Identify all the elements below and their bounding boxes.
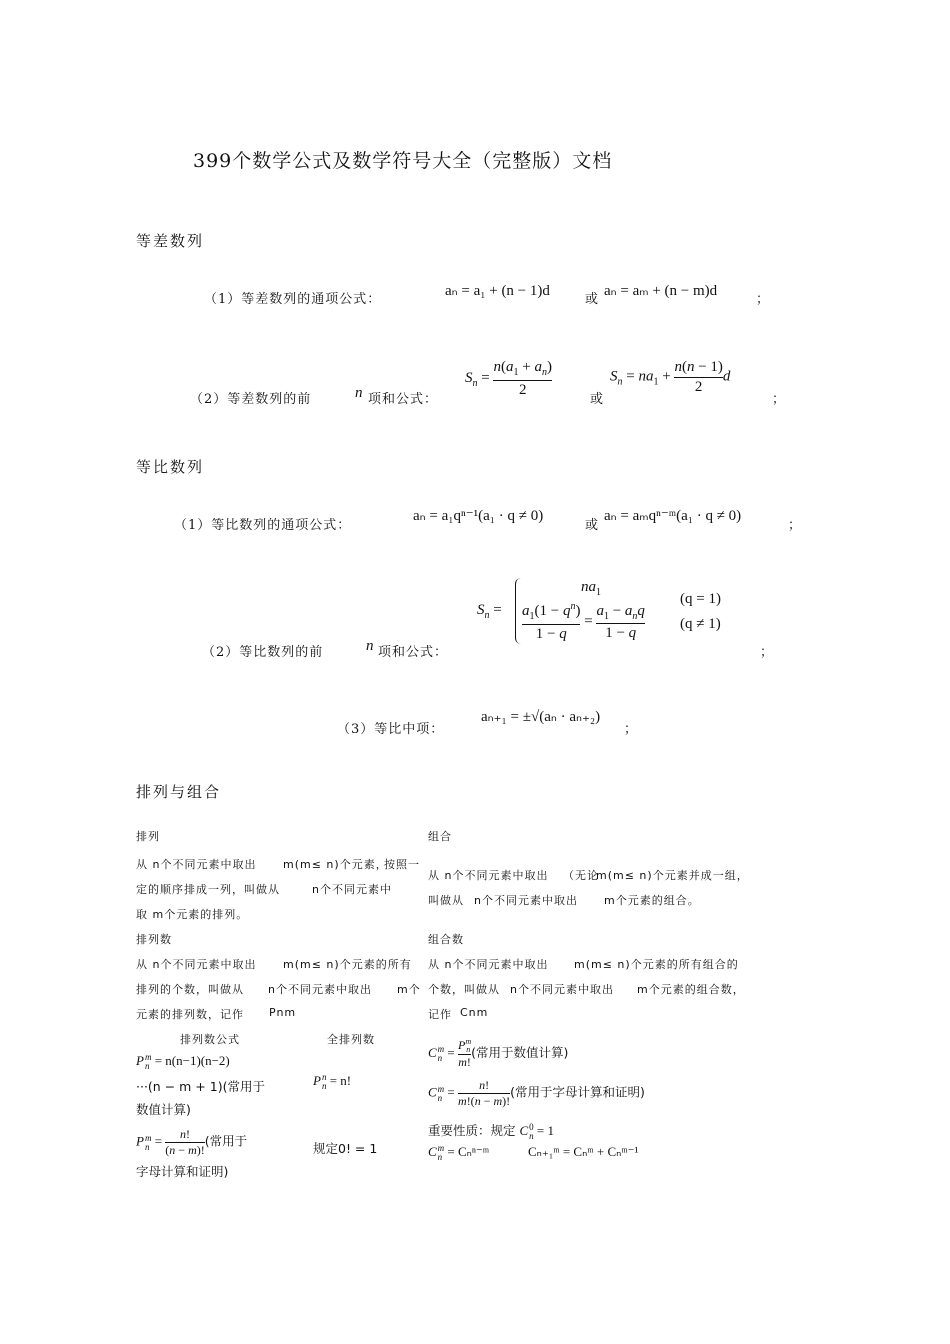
comb-count-def-1a: 从 n个不同元素中取出 [428,958,549,971]
perm-formula-1: Pm n = n(n−1)(n−2) [136,1052,230,1072]
comb-count-def-2c: m个元素的组合数， [637,983,745,996]
perm-def-2b: n个不同元素中 [312,883,392,896]
arith-item2-n: n [355,385,363,401]
full-perm-formula: Pn n = n! [313,1072,352,1092]
perm-def-2a: 定的顺序排成一列，叫做从 [136,883,280,896]
perm-count-heading: 排列数 [136,933,172,946]
arith-sum-formula: $S_n$ = $\frac{n(a_1 + a_n)}{2}$ [465,359,552,398]
comb-count-notation: Cnm [460,1006,489,1019]
geom-sum-lhs: $S_n$ = [477,602,502,621]
perm-heading: 排列 [136,830,160,843]
geom-item1-label: （1）等比数列的通项公式： [174,518,352,533]
comb-count-def-1b: m(m≤ n)个元素的所有组合的 [574,958,739,971]
perm-formula-1-note: 数值计算) [136,1102,191,1117]
perm-count-def-1b: m(m≤ n)个元素的所有 [283,958,412,971]
comb-count-heading: 组合数 [428,933,464,946]
arith-item2-label: （2）等差数列的前 [190,392,312,407]
geom-item2-n: n [366,638,374,654]
perm-count-notation: Pnm [269,1006,297,1019]
arith-sum-formula-alt: $S_n = na_1$ + $\frac{n(n - 1)}{2}$ d [610,359,731,395]
comb-formula-1: Cm n = Pm n m! (常用于数值计算) [428,1037,569,1070]
comb-count-def-3a: 记作 [428,1008,452,1021]
perm-count-def-2a: 排列的个数，叫做从 [136,983,244,996]
arith-general-term-formula-alt: aₙ = aₘ + (n − m)d [604,283,718,299]
comb-formula-2: Cm n = $\frac{n!}{m!(n - m)!}$ (常用于字母计算和证明) [428,1078,645,1108]
full-perm-label: 全排列数 [327,1033,375,1046]
arith-general-term-formula: aₙ = a₁ + (n − 1)d [445,283,550,299]
comb-def-1b: （无论 [563,869,599,882]
geom-sum-case1-expr: $na_1$ [581,579,601,598]
perm-count-def-3a: 元素的排列数，记作 [136,1008,244,1021]
perm-def-3: 取 m个元素的排列。 [136,908,249,921]
zero-factorial-rule: 规定0! = 1 [313,1141,378,1156]
arith-item1-label: （1）等差数列的通项公式： [204,292,382,307]
perm-formula-1-cont: ···(n − m + 1)(常用于 [136,1079,265,1094]
arith-item2-label-tail: 项和公式： [368,392,439,407]
comb-def-2c: m个元素的组合。 [604,894,700,907]
comb-def-2b: n个不同元素中取出 [474,894,578,907]
section-heading-geometric: 等比数列 [136,458,205,476]
comb-count-def-2a: 个数，叫做从 [428,983,500,996]
comb-symmetry-formula: Cm n = Cₙⁿ⁻ᵐ [428,1143,490,1163]
geom-item2-label: （2）等比数列的前 [202,645,324,660]
geom-item3-end: ； [624,722,639,737]
comb-count-def-2b: n个不同元素中取出 [510,983,614,996]
geom-item3-label: （3）等比中项： [337,722,445,737]
section-heading-combinatorics: 排列与组合 [136,783,222,801]
comb-def-1c: m(m≤ n)个元素并成一组， [596,869,749,882]
perm-formula-2: Pm n = $\frac{n!}{(n - m)!}$ (常用于 [136,1127,248,1157]
geom-item1-end: ； [788,518,803,533]
comb-def-1a: 从 n个不同元素中取出 [428,869,549,882]
geom-general-term-formula: aₙ = a₁qⁿ⁻¹(a₁ · q ≠ 0) [413,508,544,524]
perm-def-1c: 按照一 [384,858,420,871]
perm-count-def-1a: 从 n个不同元素中取出 [136,958,257,971]
comb-heading: 组合 [428,830,452,843]
section-heading-arithmetic: 等差数列 [136,232,205,250]
comb-def-2a: 叫做从 [428,894,464,907]
geom-sum-case1-cond: (q = 1) [680,591,721,607]
geom-item1-or: 或 [585,518,600,533]
comb-pascal-formula: Cₙ₊₁ᵐ = Cₙᵐ + Cₙᵐ⁻¹ [528,1144,639,1159]
arith-item2-or: 或 [590,392,605,407]
geom-sum-case2-expr: $\frac{a_1(1 - q^n)}{1 - q}$ = $\frac{a_1 - a_nq}{1 - q}$ [522,601,645,642]
geom-sum-case2-cond: (q ≠ 1) [680,616,721,632]
geom-item2-end: ； [760,645,775,660]
geom-item2-label-tail: 项和公式： [378,645,449,660]
arith-item2-end: ； [772,392,787,407]
arith-item1-or: 或 [585,292,600,307]
geom-general-term-formula-alt: aₙ = aₘqⁿ⁻ᵐ(a₁ · q ≠ 0) [604,508,742,524]
perm-def-1a: 从 n个不同元素中取出 [136,858,257,871]
perm-count-def-2c: m个 [397,983,421,996]
geom-mean-formula: aₙ₊₁ = ±√(aₙ · aₙ₊₂) [481,709,601,725]
arith-item1-end: ； [756,292,771,307]
perm-formula-2-note: 字母计算和证明) [136,1164,229,1179]
page-title: 399个数学公式及数学符号大全（完整版）文档 [193,150,613,172]
comb-property-label: 重要性质：规定 C0 n = 1 [428,1122,555,1142]
perm-def-1b: m(m≤ n)个元素， [283,858,388,871]
perm-formula-label: 排列数公式 [180,1033,240,1046]
perm-count-def-2b: n个不同元素中取出 [268,983,372,996]
